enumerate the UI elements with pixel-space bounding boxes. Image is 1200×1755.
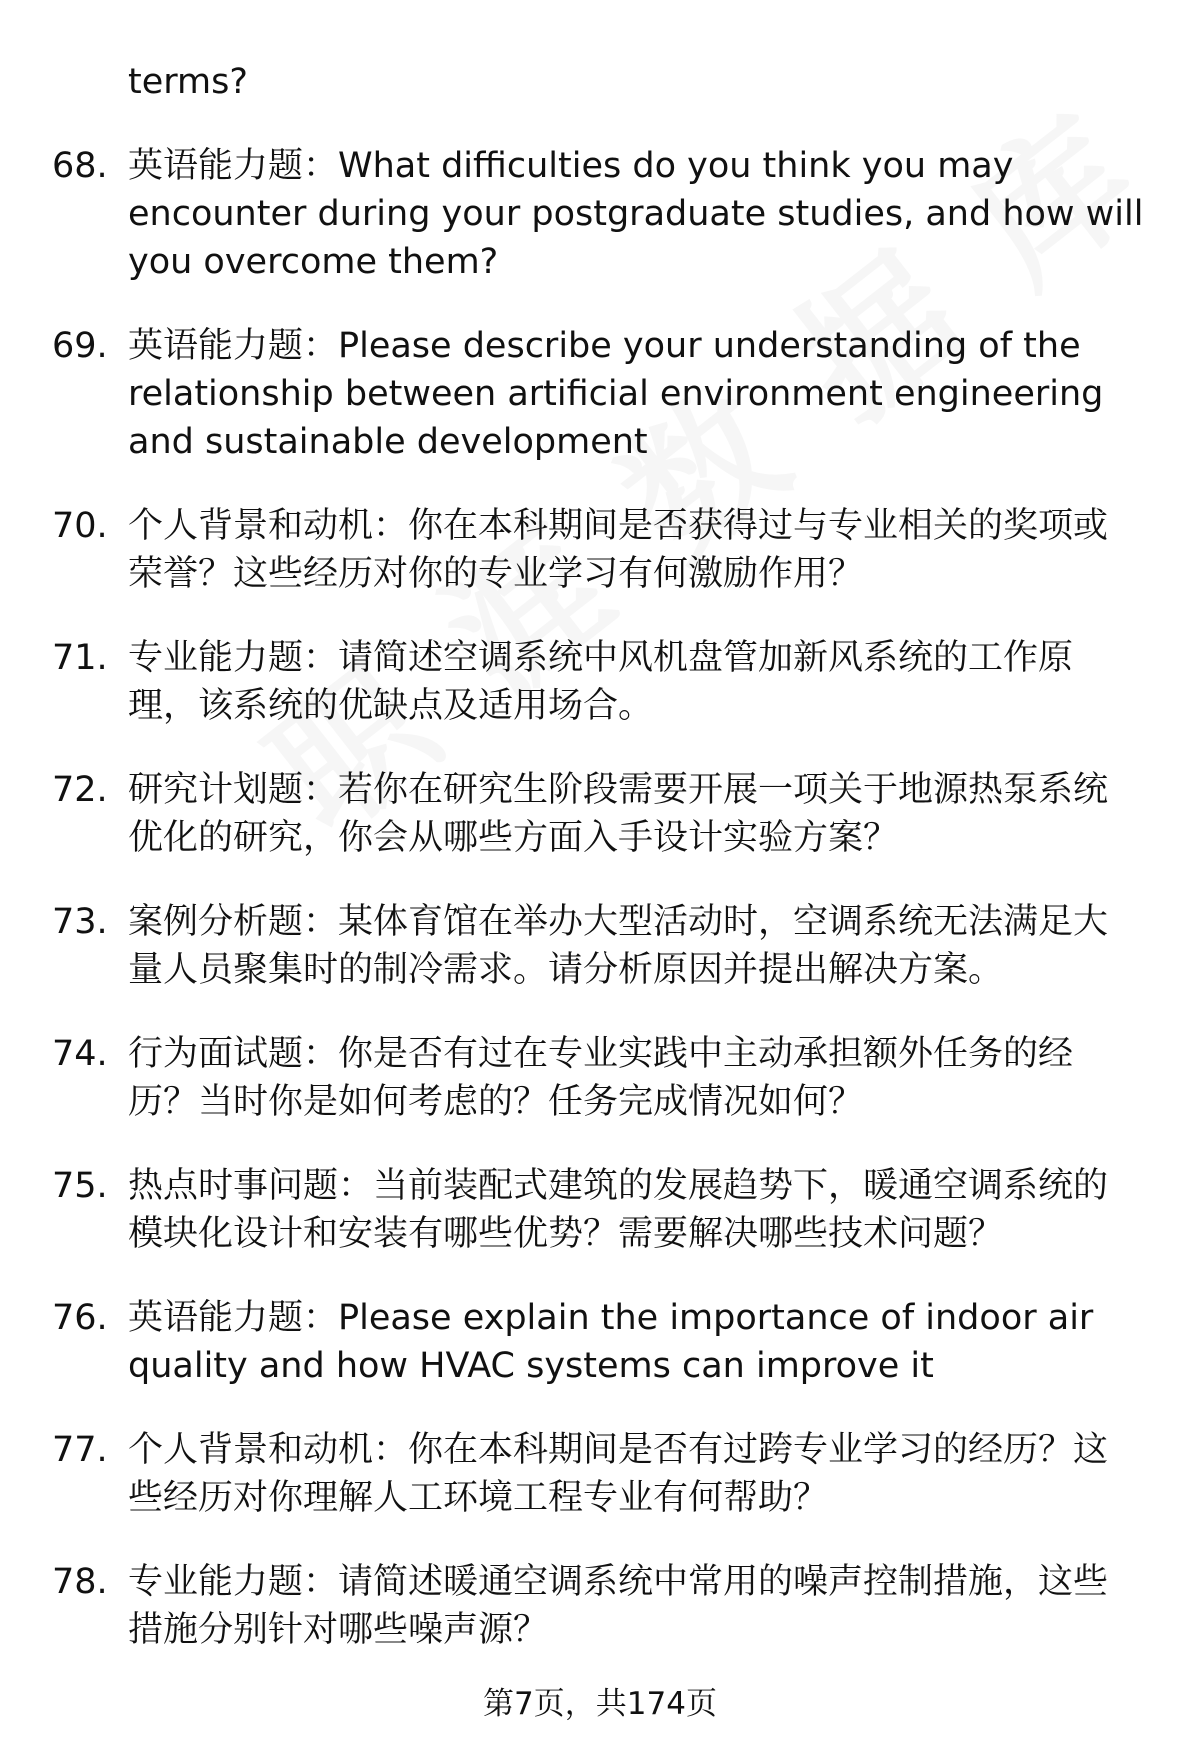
question-72-line-1: 研究计划题：若你在研究生阶段需要开展一项关于地源热泵系统 [128, 770, 1109, 810]
question-69-line-2: relationship between artificial environment engineering [128, 374, 1104, 414]
question-71-line-1: 专业能力题：请简述空调系统中风机盘管加新风系统的工作原 [128, 638, 1074, 678]
question-71-number: 71. [52, 638, 108, 678]
question-77-number: 77. [52, 1430, 108, 1470]
question-78-line-1: 专业能力题：请简述暖通空调系统中常用的噪声控制措施，这些 [128, 1562, 1109, 1602]
question-69-line-3: and sustainable development [128, 422, 648, 462]
question-77-line-2: 些经历对你理解人工环境工程专业有何帮助？ [128, 1478, 829, 1518]
question-73-line-1: 案例分析题：某体育馆在举办大型活动时，空调系统无法满足大 [128, 902, 1109, 942]
question-77-line-1: 个人背景和动机：你在本科期间是否有过跨专业学习的经历？这 [128, 1430, 1109, 1470]
question-78-number: 78. [52, 1562, 108, 1602]
question-68-line-3: you overcome them? [128, 242, 499, 282]
question-76-number: 76. [52, 1298, 108, 1338]
question-68-line-1: 英语能力题：What difficulties do you think you may [128, 146, 1014, 186]
question-69-number: 69. [52, 326, 108, 366]
question-75-line-1: 热点时事问题：当前装配式建筑的发展趋势下，暖通空调系统的 [128, 1166, 1109, 1206]
page-footer: 第7页，共174页 [483, 1686, 717, 1722]
question-75-line-2: 模块化设计和安装有哪些优势？需要解决哪些技术问题？ [128, 1214, 1004, 1254]
question-74-number: 74. [52, 1034, 108, 1074]
question-74-line-1: 行为面试题：你是否有过在专业实践中主动承担额外任务的经 [128, 1034, 1074, 1074]
question-68-number: 68. [52, 146, 108, 186]
question-70-line-1: 个人背景和动机：你在本科期间是否获得过与专业相关的奖项或 [128, 506, 1109, 546]
continuation-text: terms? [128, 62, 248, 102]
question-68-line-2: encounter during your postgraduate studies, and how will [128, 194, 1144, 234]
question-70-line-2: 荣誉？这些经历对你的专业学习有何激励作用？ [128, 554, 864, 594]
question-76-line-2: quality and how HVAC systems can improve it [128, 1346, 934, 1386]
question-75-number: 75. [52, 1166, 108, 1206]
question-78-line-2: 措施分别针对哪些噪声源？ [128, 1610, 549, 1650]
question-76-line-1: 英语能力题：Please explain the importance of indoor air [128, 1298, 1094, 1338]
question-70-number: 70. [52, 506, 108, 546]
question-71-line-2: 理，该系统的优缺点及适用场合。 [128, 686, 654, 726]
question-73-line-2: 量人员聚集时的制冷需求。请分析原因并提出解决方案。 [128, 950, 1004, 990]
question-72-line-2: 优化的研究，你会从哪些方面入手设计实验方案？ [128, 818, 899, 858]
question-69-line-1: 英语能力题：Please describe your understanding of the [128, 326, 1081, 366]
question-74-line-2: 历？当时你是如何考虑的？任务完成情况如何？ [128, 1082, 864, 1122]
question-73-number: 73. [52, 902, 108, 942]
question-72-number: 72. [52, 770, 108, 810]
